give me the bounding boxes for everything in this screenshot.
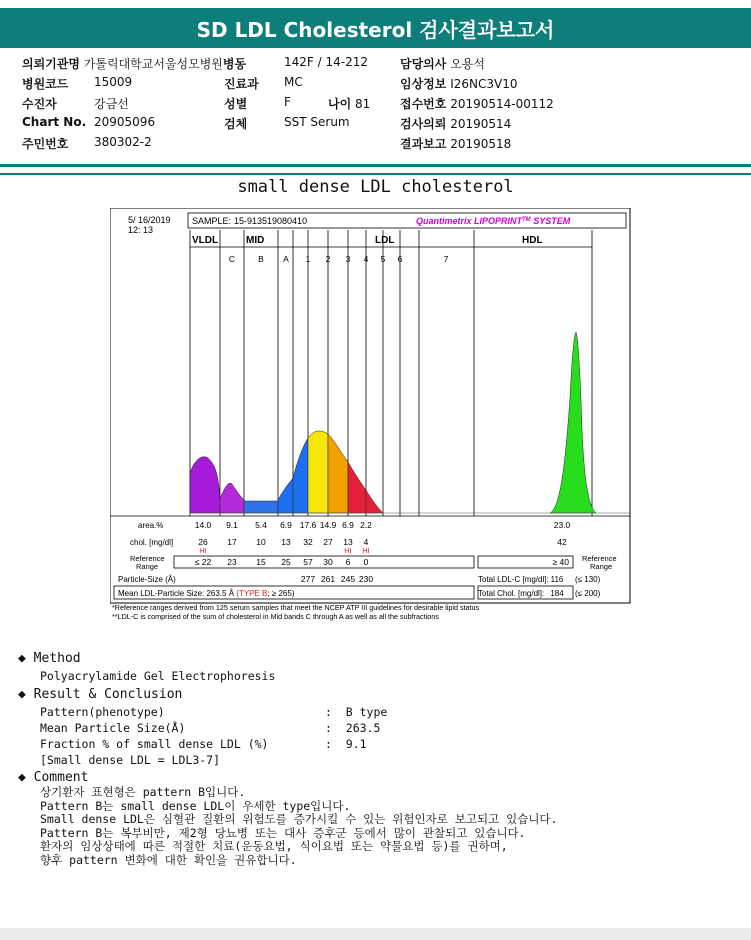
ldl1-peak-edge (293, 438, 308, 513)
chol-value: 32 (303, 537, 313, 547)
ref-value: 57 (303, 557, 313, 567)
band-label: C (228, 254, 236, 264)
comment-line: 향후 pattern 변화에 대한 확인을 권유합니다. (40, 852, 297, 867)
footnote-1: *Reference ranges derived from 125 serum samples that meet the NCEP ATP III guidelines for desirable lipid status (112, 603, 480, 612)
divider-bottom (0, 173, 751, 175)
comment-line: Pattern B는 복부비만, 제2형 당뇨병 또는 대사 증후군 등에서 많이 관찰되고 있습니다. (40, 825, 526, 840)
band-label: A (283, 254, 289, 264)
diamond-icon: ◆ (18, 651, 26, 666)
chol-value: 27 (323, 537, 333, 547)
total-ldl-label: Total LDL-C [mg/dl]: (478, 575, 549, 584)
sex-value: F (284, 95, 291, 109)
particle-value: 277 (300, 574, 316, 584)
request-label: 검사의뢰 (400, 117, 447, 131)
chol-value: 13 (281, 537, 291, 547)
ldl4-peak (366, 490, 383, 513)
sample-label: SAMPLE: (192, 216, 232, 226)
ldl3-peak (348, 462, 366, 513)
clinical-value: I26NC3V10 (450, 77, 518, 91)
mid-a-peak (278, 478, 293, 513)
mid-c-peak (220, 483, 244, 513)
comment-heading: Comment (33, 770, 89, 785)
group-label-vldl: VLDL (192, 235, 219, 246)
request-value: 20190514 (450, 117, 512, 131)
divider-top (0, 164, 751, 167)
comment-line: Pattern B는 small dense LDL이 우세한 type입니다. (40, 798, 351, 813)
result-label: Fraction % of small dense LDL (%) (40, 737, 269, 751)
ref-value: 0 (363, 557, 369, 567)
institution-value: 가톨릭대학교서울성모병원 (83, 57, 223, 71)
band-label: B (258, 254, 264, 264)
doctor-label: 담당의사 (400, 57, 447, 71)
band-label: 7 (443, 254, 449, 264)
group-label-mid: MID (246, 235, 265, 246)
mean-size-text: Mean LDL-Particle Size: 263.5 Å (TYPE B; ≥ 265) (118, 589, 295, 598)
chart-no-label: Chart No. (22, 115, 87, 129)
particle-value: 230 (358, 574, 374, 584)
ward-label: 병동 (222, 57, 247, 71)
ref-value: ≤ 22 (194, 557, 212, 567)
result-value: 263.5 (345, 721, 381, 735)
receipt-label: 접수번호 (400, 97, 447, 111)
particle-value: 245 (340, 574, 356, 584)
ward-value: 142F / 14-212 (284, 55, 368, 69)
comment-line: Small dense LDL은 심혈관 질환의 위험도를 증가시킬 수 있는 위험인자로 보고되고 있습니다. (40, 812, 558, 826)
result-line: Pattern(phenotype) : B type (40, 705, 388, 719)
comment-line: 상기환자 표현형은 pattern B입니다. (40, 785, 246, 799)
area-value: 14.9 (319, 520, 337, 530)
comment-section (18, 770, 557, 867)
result-heading: Result & Conclusion (33, 687, 183, 702)
specimen-label: 검체 (224, 117, 248, 131)
area-value: 2.2 (360, 520, 372, 530)
result-date-label: 결과보고 (400, 137, 447, 151)
chol-value: 10 (256, 537, 266, 547)
method-section (18, 651, 275, 684)
result-label: Mean Particle Size(Å) (40, 721, 186, 735)
hospital-code-value: 15009 (94, 75, 133, 89)
chol-value: 4 (363, 537, 369, 547)
sex-label: 성별 (224, 97, 248, 111)
specimen-value: SST Serum (284, 115, 350, 129)
method-heading: Method (33, 651, 81, 666)
result-label: Pattern(phenotype) (40, 705, 165, 719)
total-chol-value: 184 (550, 589, 564, 598)
chol-value: 17 (227, 537, 237, 547)
comment-line: 환자의 임상상태에 따른 적절한 치료(운동요법, 식이요법 또는 약물요법 등)를 권하며, (40, 839, 508, 853)
area-value: 6.9 (280, 520, 292, 530)
total-ldl-ref: (≤ 130) (575, 575, 601, 584)
ref-label-1: Reference (130, 554, 165, 563)
band-label: 6 (397, 254, 403, 264)
dept-value: MC (284, 75, 303, 89)
ref-right-1: Reference (582, 554, 617, 563)
dept-label: 진료과 (224, 77, 259, 91)
sample-id: 15-913519080410 (234, 216, 308, 226)
area-value: 23.0 (553, 520, 571, 530)
hospital-code-label: 병원코드 (22, 77, 69, 91)
ldl2-peak (328, 434, 348, 513)
group-label-ldl: LDL (375, 235, 395, 246)
hi-flag: HI (199, 546, 207, 555)
hi-flag: HI (344, 546, 352, 555)
patient-label: 수진자 (22, 97, 57, 111)
vldl-peak (190, 457, 220, 513)
chol-value: 42 (557, 537, 567, 547)
result-line: Fraction % of small dense LDL (%) : 9.1 (40, 737, 367, 751)
result-value: B type (345, 705, 388, 719)
result-section (18, 687, 640, 769)
result-note: [Small dense LDL = LDL3-7] (40, 753, 221, 767)
ref-value: 15 (256, 557, 266, 567)
chart-frame (110, 208, 630, 603)
particle-label: Particle-Size (Å) (118, 575, 176, 584)
hi-flag: HI (362, 546, 370, 555)
footnote-2: **LDL-C is comprised of the sum of cholesterol in Mid bands C through A as well as all the subfractions (112, 612, 439, 621)
receipt-value: 20190514-00112 (450, 97, 554, 111)
chol-value: 13 (343, 537, 353, 547)
row-label-chol: chol. [mg/dl] (130, 538, 174, 547)
institution-label: 의뢰기관명 (22, 57, 80, 71)
data-table (110, 516, 630, 599)
total-chol-ref: (≤ 200) (575, 589, 601, 598)
age-label: 나이 (328, 97, 352, 111)
report-title: SD LDL Cholesterol 검사결과보고서 (0, 8, 751, 48)
chol-value: 26 (198, 537, 208, 547)
section-title: small dense LDL cholesterol (237, 177, 514, 197)
area-value: 5.4 (255, 520, 267, 530)
chart-no-value: 20905096 (94, 115, 156, 129)
ref-value: 23 (227, 557, 237, 567)
band-label: 4 (363, 254, 369, 264)
plot-area (190, 230, 630, 516)
ref-value: 30 (323, 557, 333, 567)
mid-b-peak (244, 501, 278, 513)
chart-date: 5/ 16/2019 (128, 215, 171, 225)
method-text: Polyacrylamide Gel Electrophoresis (40, 669, 276, 683)
particle-value: 261 (320, 574, 336, 584)
ldl1-peak (308, 431, 328, 513)
chart-time: 12: 13 (128, 225, 154, 235)
hdl-peak (550, 332, 596, 513)
diamond-icon: ◆ (18, 687, 26, 702)
resident-value: 380302-2 (94, 135, 152, 149)
patient-value: 강금선 (94, 97, 129, 111)
doctor-value: 오용석 (450, 57, 485, 71)
result-line: Mean Particle Size(Å) : 263.5 (40, 721, 381, 735)
ref-label-2: Range (136, 562, 159, 571)
area-value: 14.0 (194, 520, 212, 530)
band-label: 3 (345, 254, 351, 264)
ref-right-2: Range (590, 562, 613, 571)
area-value: 17.6 (299, 520, 317, 530)
ref-value: 25 (281, 557, 291, 567)
diamond-icon: ◆ (18, 770, 26, 785)
area-value: 9.1 (226, 520, 238, 530)
clinical-label: 임상정보 (400, 77, 447, 91)
lipoprint-svg (110, 208, 636, 628)
row-label-area: area.% (138, 521, 164, 530)
brand-logo: Quantimetrix LIPOPRINT™ SYSTEM (416, 216, 571, 226)
result-date-value: 20190518 (450, 137, 512, 151)
band-label: 2 (325, 254, 331, 264)
lipoprint-chart (110, 208, 636, 628)
result-value: 9.1 (345, 737, 367, 751)
age-value: 81 (355, 97, 371, 111)
resident-label: 주민번호 (22, 137, 69, 151)
band-label: 1 (305, 254, 311, 264)
band-label: 5 (380, 254, 386, 264)
footer-bar (0, 928, 751, 940)
hdl-ref-value: ≥ 40 (552, 557, 569, 567)
total-chol-label: Total Chol. [mg/dl]: (478, 589, 545, 598)
area-value: 6.9 (342, 520, 354, 530)
total-ldl-value: 116 (550, 575, 564, 584)
group-label-hdl: HDL (522, 235, 543, 246)
ref-value: 6 (345, 557, 351, 567)
